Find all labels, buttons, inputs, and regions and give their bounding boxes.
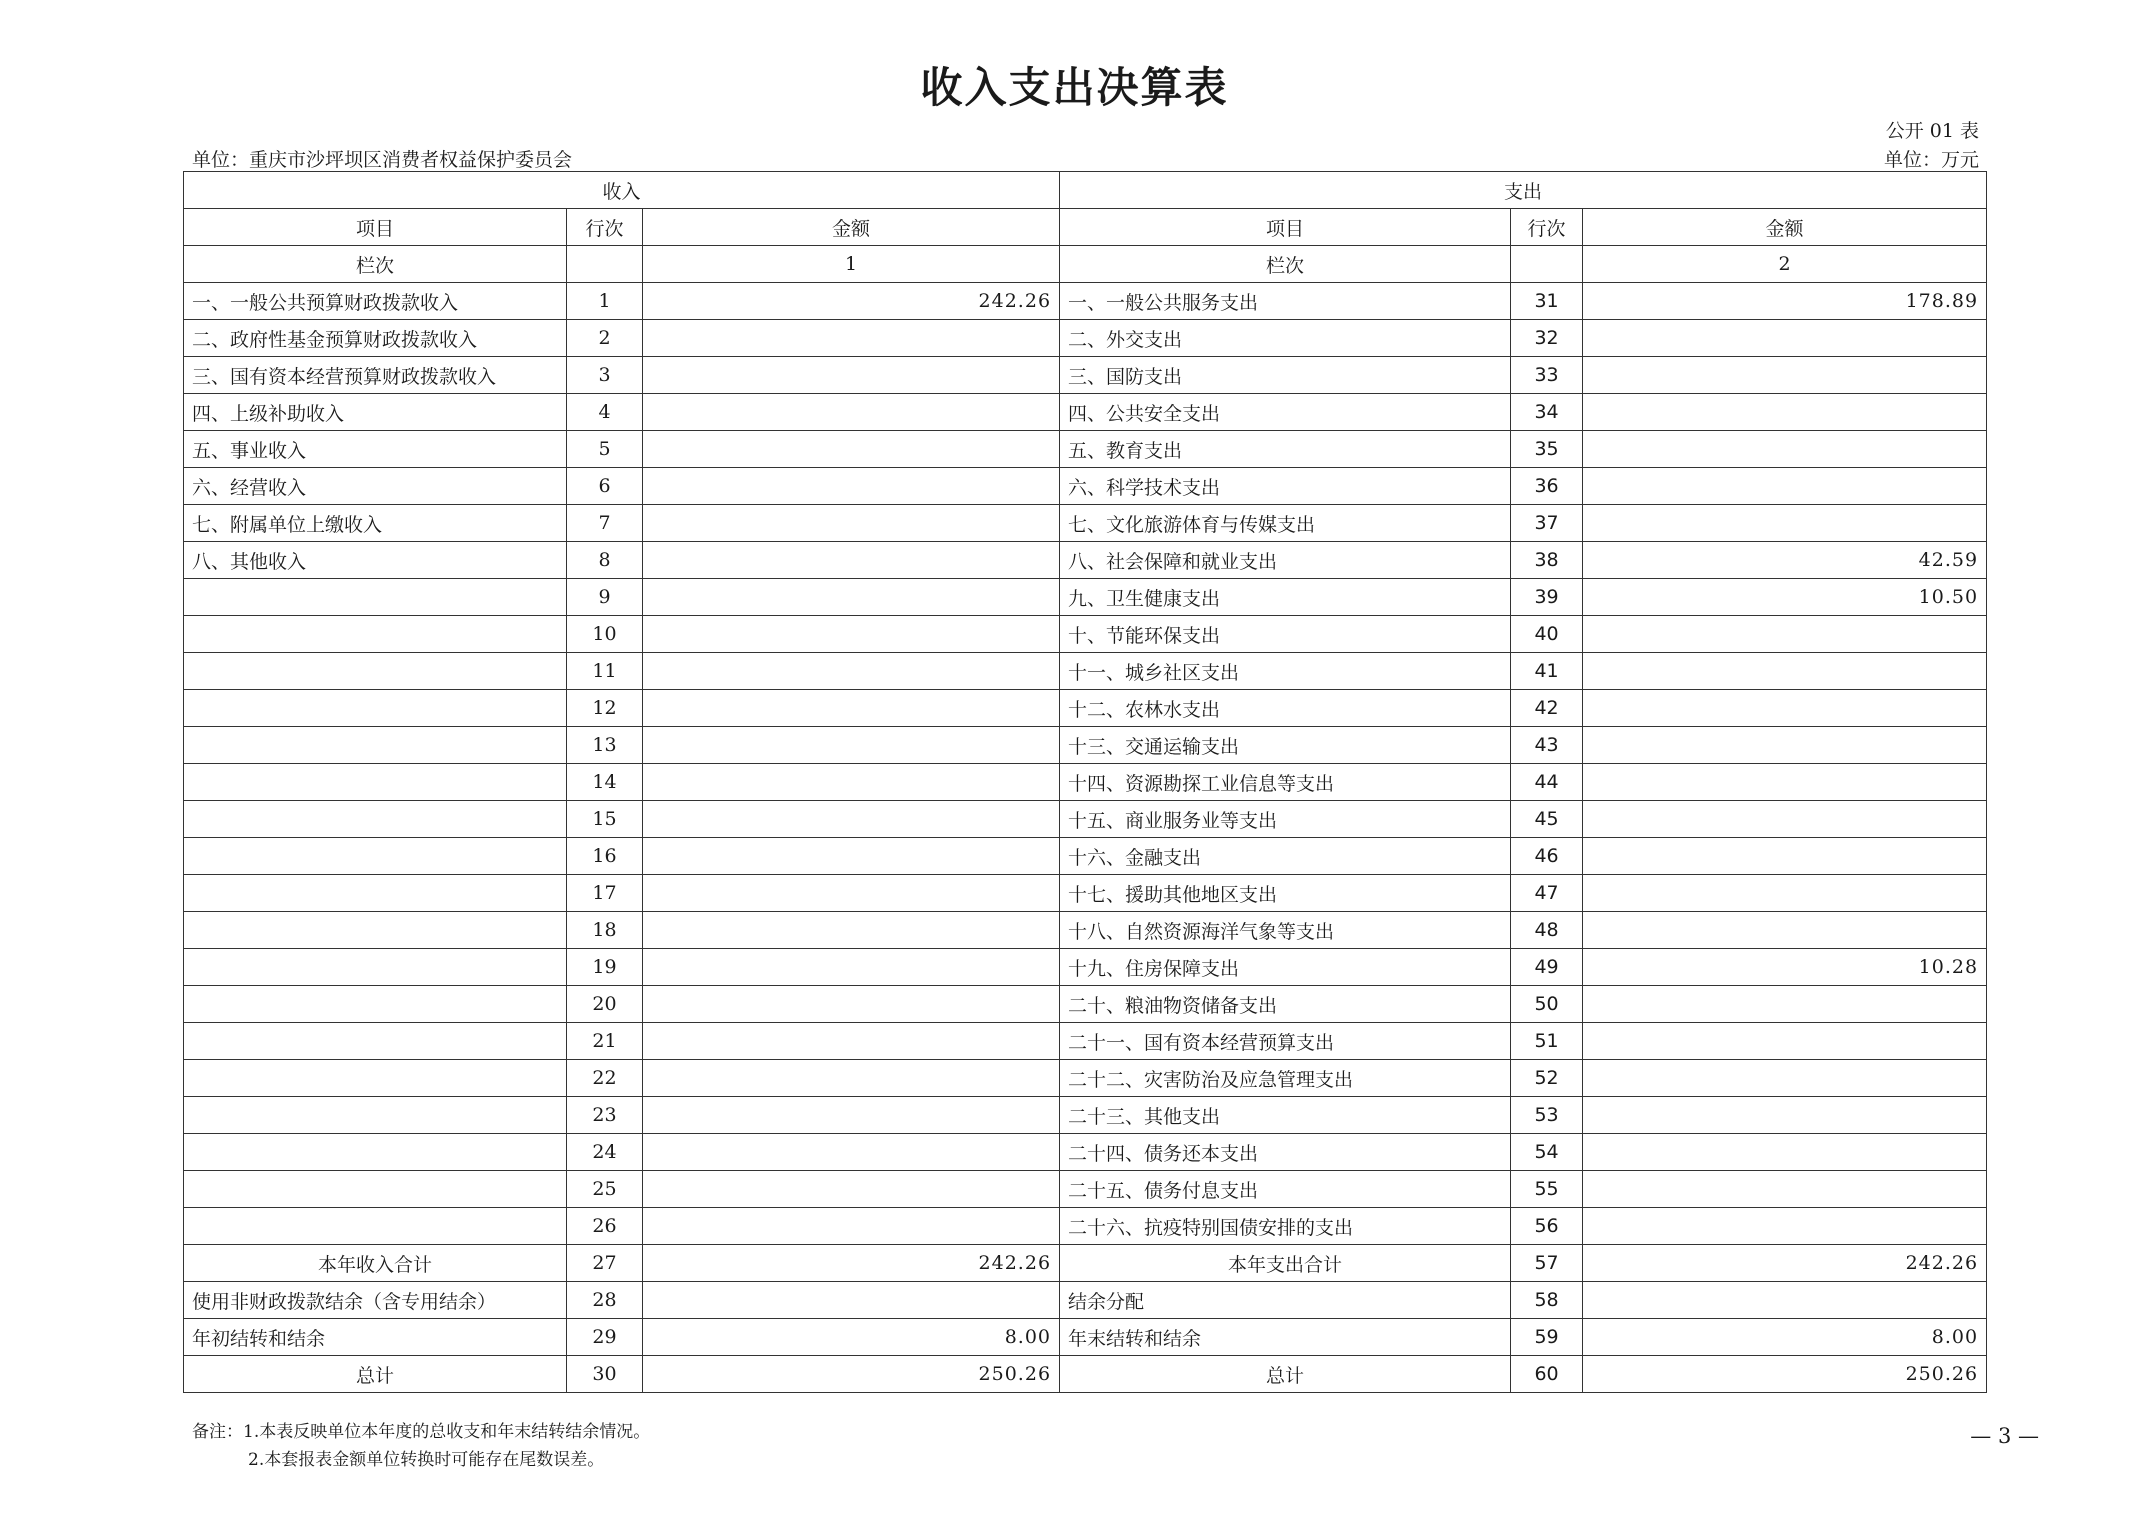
expense-item-cell: 十八、自然资源海洋气象等支出	[1060, 912, 1511, 949]
expense-amount-cell	[1583, 1134, 1987, 1171]
table-row	[184, 912, 1987, 949]
expense-seq-cell: 43	[1511, 727, 1583, 764]
income-item-cell: 三、国有资本经营预算财政拨款收入	[184, 357, 567, 394]
income-amount-cell: 242.26	[643, 1245, 1060, 1282]
table-row	[184, 468, 1987, 505]
expense-amount-cell	[1583, 431, 1987, 468]
income-item-cell	[184, 1134, 567, 1171]
table-row	[184, 801, 1987, 838]
table-column-header	[184, 209, 1987, 246]
table-row	[184, 431, 1987, 468]
table-row	[184, 616, 1987, 653]
income-amount-cell	[643, 801, 1060, 838]
income-seq-cell: 3	[567, 357, 643, 394]
expense-seq-cell: 50	[1511, 986, 1583, 1023]
income-item-cell: 使用非财政拨款结余（含专用结余）	[184, 1282, 567, 1319]
expense-column-label: 栏次	[1060, 246, 1511, 283]
table-row	[184, 320, 1987, 357]
expense-amount-header: 金额	[1583, 209, 1987, 246]
income-item-cell	[184, 616, 567, 653]
income-item-cell: 本年收入合计	[184, 1245, 567, 1282]
expense-amount-cell	[1583, 1282, 1987, 1319]
income-item-cell: 一、一般公共预算财政拨款收入	[184, 283, 567, 320]
expense-item-cell: 二十六、抗疫特别国债安排的支出	[1060, 1208, 1511, 1245]
table-column-index-row	[184, 246, 1987, 283]
expense-seq-cell: 48	[1511, 912, 1583, 949]
expense-seq-cell: 37	[1511, 505, 1583, 542]
expense-seq-cell: 44	[1511, 764, 1583, 801]
income-seq-cell: 1	[567, 283, 643, 320]
expense-seq-cell: 53	[1511, 1097, 1583, 1134]
expense-item-cell: 十二、农林水支出	[1060, 690, 1511, 727]
income-item-cell	[184, 949, 567, 986]
expense-amount-cell	[1583, 986, 1987, 1023]
expense-amount-cell	[1583, 320, 1987, 357]
expense-amount-cell	[1583, 875, 1987, 912]
income-item-cell	[184, 912, 567, 949]
table-row	[184, 653, 1987, 690]
table-body	[184, 283, 1987, 1393]
income-seq-cell: 24	[567, 1134, 643, 1171]
expense-amount-cell	[1583, 1023, 1987, 1060]
expense-item-cell: 十三、交通运输支出	[1060, 727, 1511, 764]
income-seq-cell: 28	[567, 1282, 643, 1319]
income-column-number: 1	[643, 246, 1060, 283]
income-amount-cell	[643, 912, 1060, 949]
expense-column-number: 2	[1583, 246, 1987, 283]
expense-seq-cell: 33	[1511, 357, 1583, 394]
income-item-cell	[184, 1171, 567, 1208]
income-seq-cell: 29	[567, 1319, 643, 1356]
income-item-cell	[184, 764, 567, 801]
income-amount-cell	[643, 394, 1060, 431]
income-seq-cell: 7	[567, 505, 643, 542]
income-seq-cell: 21	[567, 1023, 643, 1060]
expense-seq-cell: 57	[1511, 1245, 1583, 1282]
expense-item-cell: 八、社会保障和就业支出	[1060, 542, 1511, 579]
income-amount-cell	[643, 1282, 1060, 1319]
income-item-cell: 七、附属单位上缴收入	[184, 505, 567, 542]
income-item-cell	[184, 653, 567, 690]
income-amount-cell	[643, 542, 1060, 579]
income-seq-cell: 9	[567, 579, 643, 616]
table-row	[184, 1282, 1987, 1319]
income-seq-cell: 19	[567, 949, 643, 986]
income-seq-header: 行次	[567, 209, 643, 246]
income-item-cell: 年初结转和结余	[184, 1319, 567, 1356]
income-seq-cell: 10	[567, 616, 643, 653]
income-amount-cell	[643, 838, 1060, 875]
income-seq-cell: 25	[567, 1171, 643, 1208]
income-seq-cell: 8	[567, 542, 643, 579]
income-item-cell	[184, 1023, 567, 1060]
income-expense-table	[183, 171, 1987, 1393]
expense-amount-cell	[1583, 727, 1987, 764]
expense-seq-cell: 41	[1511, 653, 1583, 690]
expense-item-cell: 结余分配	[1060, 1282, 1511, 1319]
expense-item-cell: 十一、城乡社区支出	[1060, 653, 1511, 690]
reporting-unit: 单位：重庆市沙坪坝区消费者权益保护委员会	[192, 149, 573, 171]
income-item-cell	[184, 838, 567, 875]
income-amount-cell	[643, 505, 1060, 542]
expense-seq-cell: 55	[1511, 1171, 1583, 1208]
expense-seq-cell: 45	[1511, 801, 1583, 838]
income-amount-cell	[643, 1171, 1060, 1208]
income-amount-cell	[643, 616, 1060, 653]
table-row	[184, 986, 1987, 1023]
income-seq-cell: 20	[567, 986, 643, 1023]
expense-seq-cell: 49	[1511, 949, 1583, 986]
expense-item-cell: 四、公共安全支出	[1060, 394, 1511, 431]
table-row	[184, 764, 1987, 801]
table-row	[184, 357, 1987, 394]
expense-amount-cell	[1583, 1208, 1987, 1245]
expense-seq-cell: 39	[1511, 579, 1583, 616]
form-number: 公开 01 表	[1885, 120, 1979, 142]
expense-seq-cell: 40	[1511, 616, 1583, 653]
expense-amount-cell	[1583, 801, 1987, 838]
expense-item-cell: 二、外交支出	[1060, 320, 1511, 357]
table-row	[184, 1097, 1987, 1134]
expense-amount-cell: 42.59	[1583, 542, 1987, 579]
expense-item-cell: 总计	[1060, 1356, 1511, 1393]
expense-amount-cell: 10.28	[1583, 949, 1987, 986]
expense-seq-cell: 60	[1511, 1356, 1583, 1393]
income-amount-cell	[643, 1208, 1060, 1245]
income-seq-cell: 4	[567, 394, 643, 431]
income-item-cell	[184, 986, 567, 1023]
expense-item-cell: 二十一、国有资本经营预算支出	[1060, 1023, 1511, 1060]
income-item-cell	[184, 579, 567, 616]
expense-amount-cell	[1583, 468, 1987, 505]
table-row	[184, 542, 1987, 579]
expense-item-cell: 二十四、债务还本支出	[1060, 1134, 1511, 1171]
income-item-cell	[184, 1097, 567, 1134]
expense-amount-cell	[1583, 1060, 1987, 1097]
income-seq-index	[567, 246, 643, 283]
income-seq-cell: 18	[567, 912, 643, 949]
expense-seq-cell: 32	[1511, 320, 1583, 357]
expense-item-cell: 年末结转和结余	[1060, 1319, 1511, 1356]
table-row	[184, 1319, 1987, 1356]
income-seq-cell: 17	[567, 875, 643, 912]
expense-item-cell: 十七、援助其他地区支出	[1060, 875, 1511, 912]
income-amount-cell	[643, 986, 1060, 1023]
income-item-cell: 四、上级补助收入	[184, 394, 567, 431]
income-seq-cell: 2	[567, 320, 643, 357]
expense-item-cell: 六、科学技术支出	[1060, 468, 1511, 505]
income-seq-cell: 27	[567, 1245, 643, 1282]
income-item-cell	[184, 801, 567, 838]
expense-item-cell: 十六、金融支出	[1060, 838, 1511, 875]
income-item-header: 项目	[184, 209, 567, 246]
table-row	[184, 579, 1987, 616]
expense-seq-cell: 52	[1511, 1060, 1583, 1097]
income-item-cell	[184, 1060, 567, 1097]
currency-unit: 单位：万元	[1883, 149, 1979, 171]
income-amount-cell	[643, 727, 1060, 764]
expense-amount-cell	[1583, 1171, 1987, 1208]
table-row	[184, 690, 1987, 727]
page-number: — 3 —	[1970, 1424, 2039, 1448]
income-seq-cell: 22	[567, 1060, 643, 1097]
income-column-label: 栏次	[184, 246, 567, 283]
income-item-cell	[184, 690, 567, 727]
expense-amount-cell	[1583, 653, 1987, 690]
expense-amount-cell	[1583, 616, 1987, 653]
expense-seq-cell: 54	[1511, 1134, 1583, 1171]
table-row	[184, 1171, 1987, 1208]
income-amount-cell: 250.26	[643, 1356, 1060, 1393]
expense-seq-cell: 31	[1511, 283, 1583, 320]
expense-seq-cell: 36	[1511, 468, 1583, 505]
table-row	[184, 949, 1987, 986]
expense-seq-cell: 35	[1511, 431, 1583, 468]
footnote-2: 2.本套报表金额单位转换时可能存在尾数误差。	[248, 1450, 605, 1470]
income-seq-cell: 11	[567, 653, 643, 690]
expense-item-cell: 十九、住房保障支出	[1060, 949, 1511, 986]
income-seq-cell: 6	[567, 468, 643, 505]
expense-seq-cell: 58	[1511, 1282, 1583, 1319]
footnotes	[192, 1418, 650, 1474]
expense-amount-cell	[1583, 505, 1987, 542]
expense-amount-cell: 8.00	[1583, 1319, 1987, 1356]
income-amount-cell	[643, 431, 1060, 468]
table-row	[184, 1060, 1987, 1097]
income-amount-header: 金额	[643, 209, 1060, 246]
table-row	[184, 727, 1987, 764]
income-item-cell	[184, 1208, 567, 1245]
income-amount-cell	[643, 1134, 1060, 1171]
income-seq-cell: 16	[567, 838, 643, 875]
table-row	[184, 394, 1987, 431]
income-seq-cell: 23	[567, 1097, 643, 1134]
income-seq-cell: 26	[567, 1208, 643, 1245]
expense-seq-cell: 56	[1511, 1208, 1583, 1245]
expense-item-cell: 二十五、债务付息支出	[1060, 1171, 1511, 1208]
expense-amount-cell: 178.89	[1583, 283, 1987, 320]
income-seq-cell: 13	[567, 727, 643, 764]
expense-amount-cell	[1583, 690, 1987, 727]
income-amount-cell	[643, 653, 1060, 690]
table-row	[184, 838, 1987, 875]
expense-item-cell: 二十二、灾害防治及应急管理支出	[1060, 1060, 1511, 1097]
expense-seq-index	[1511, 246, 1583, 283]
table-row	[184, 1356, 1987, 1393]
income-seq-cell: 30	[567, 1356, 643, 1393]
table-row	[184, 1208, 1987, 1245]
income-amount-cell: 242.26	[643, 283, 1060, 320]
expense-amount-cell	[1583, 357, 1987, 394]
expense-item-header: 项目	[1060, 209, 1511, 246]
income-amount-cell	[643, 468, 1060, 505]
expense-seq-cell: 51	[1511, 1023, 1583, 1060]
income-amount-cell	[643, 875, 1060, 912]
expense-seq-cell: 47	[1511, 875, 1583, 912]
expense-amount-cell	[1583, 838, 1987, 875]
income-seq-cell: 14	[567, 764, 643, 801]
income-amount-cell	[643, 764, 1060, 801]
table-section-header	[184, 172, 1987, 209]
income-amount-cell	[643, 1023, 1060, 1060]
expense-item-cell: 三、国防支出	[1060, 357, 1511, 394]
income-section-header: 收入	[184, 172, 1060, 209]
expense-amount-cell: 250.26	[1583, 1356, 1987, 1393]
expense-item-cell: 二十三、其他支出	[1060, 1097, 1511, 1134]
expense-item-cell: 十五、商业服务业等支出	[1060, 801, 1511, 838]
income-amount-cell	[643, 357, 1060, 394]
income-item-cell: 八、其他收入	[184, 542, 567, 579]
income-item-cell: 六、经营收入	[184, 468, 567, 505]
expense-item-cell: 十、节能环保支出	[1060, 616, 1511, 653]
expense-amount-cell: 242.26	[1583, 1245, 1987, 1282]
expense-amount-cell	[1583, 764, 1987, 801]
income-amount-cell: 8.00	[643, 1319, 1060, 1356]
footnote-1: 备注：1.本表反映单位本年度的总收支和年末结转结余情况。	[192, 1422, 651, 1442]
expense-item-cell: 十四、资源勘探工业信息等支出	[1060, 764, 1511, 801]
income-item-cell	[184, 875, 567, 912]
income-item-cell: 总计	[184, 1356, 567, 1393]
table-row	[184, 1134, 1987, 1171]
income-item-cell: 二、政府性基金预算财政拨款收入	[184, 320, 567, 357]
income-amount-cell	[643, 1060, 1060, 1097]
table-row	[184, 283, 1987, 320]
expense-seq-cell: 46	[1511, 838, 1583, 875]
expense-item-cell: 一、一般公共服务支出	[1060, 283, 1511, 320]
income-amount-cell	[643, 579, 1060, 616]
expense-item-cell: 五、教育支出	[1060, 431, 1511, 468]
income-item-cell	[184, 727, 567, 764]
income-amount-cell	[643, 949, 1060, 986]
table-row	[184, 1023, 1987, 1060]
income-amount-cell	[643, 690, 1060, 727]
income-amount-cell	[643, 320, 1060, 357]
income-item-cell: 五、事业收入	[184, 431, 567, 468]
page-title: 收入支出决算表	[920, 63, 1229, 112]
expense-amount-cell	[1583, 394, 1987, 431]
expense-item-cell: 本年支出合计	[1060, 1245, 1511, 1282]
expense-item-cell: 七、文化旅游体育与传媒支出	[1060, 505, 1511, 542]
expense-item-cell: 九、卫生健康支出	[1060, 579, 1511, 616]
expense-amount-cell	[1583, 912, 1987, 949]
expense-seq-cell: 42	[1511, 690, 1583, 727]
table-row	[184, 505, 1987, 542]
table-row	[184, 875, 1987, 912]
expense-seq-cell: 59	[1511, 1319, 1583, 1356]
table-row	[184, 1245, 1987, 1282]
income-seq-cell: 12	[567, 690, 643, 727]
expense-seq-cell: 34	[1511, 394, 1583, 431]
expense-section-header: 支出	[1060, 172, 1987, 209]
expense-amount-cell	[1583, 1097, 1987, 1134]
income-seq-cell: 5	[567, 431, 643, 468]
expense-seq-cell: 38	[1511, 542, 1583, 579]
income-seq-cell: 15	[567, 801, 643, 838]
expense-item-cell: 二十、粮油物资储备支出	[1060, 986, 1511, 1023]
expense-seq-header: 行次	[1511, 209, 1583, 246]
income-amount-cell	[643, 1097, 1060, 1134]
expense-amount-cell: 10.50	[1583, 579, 1987, 616]
